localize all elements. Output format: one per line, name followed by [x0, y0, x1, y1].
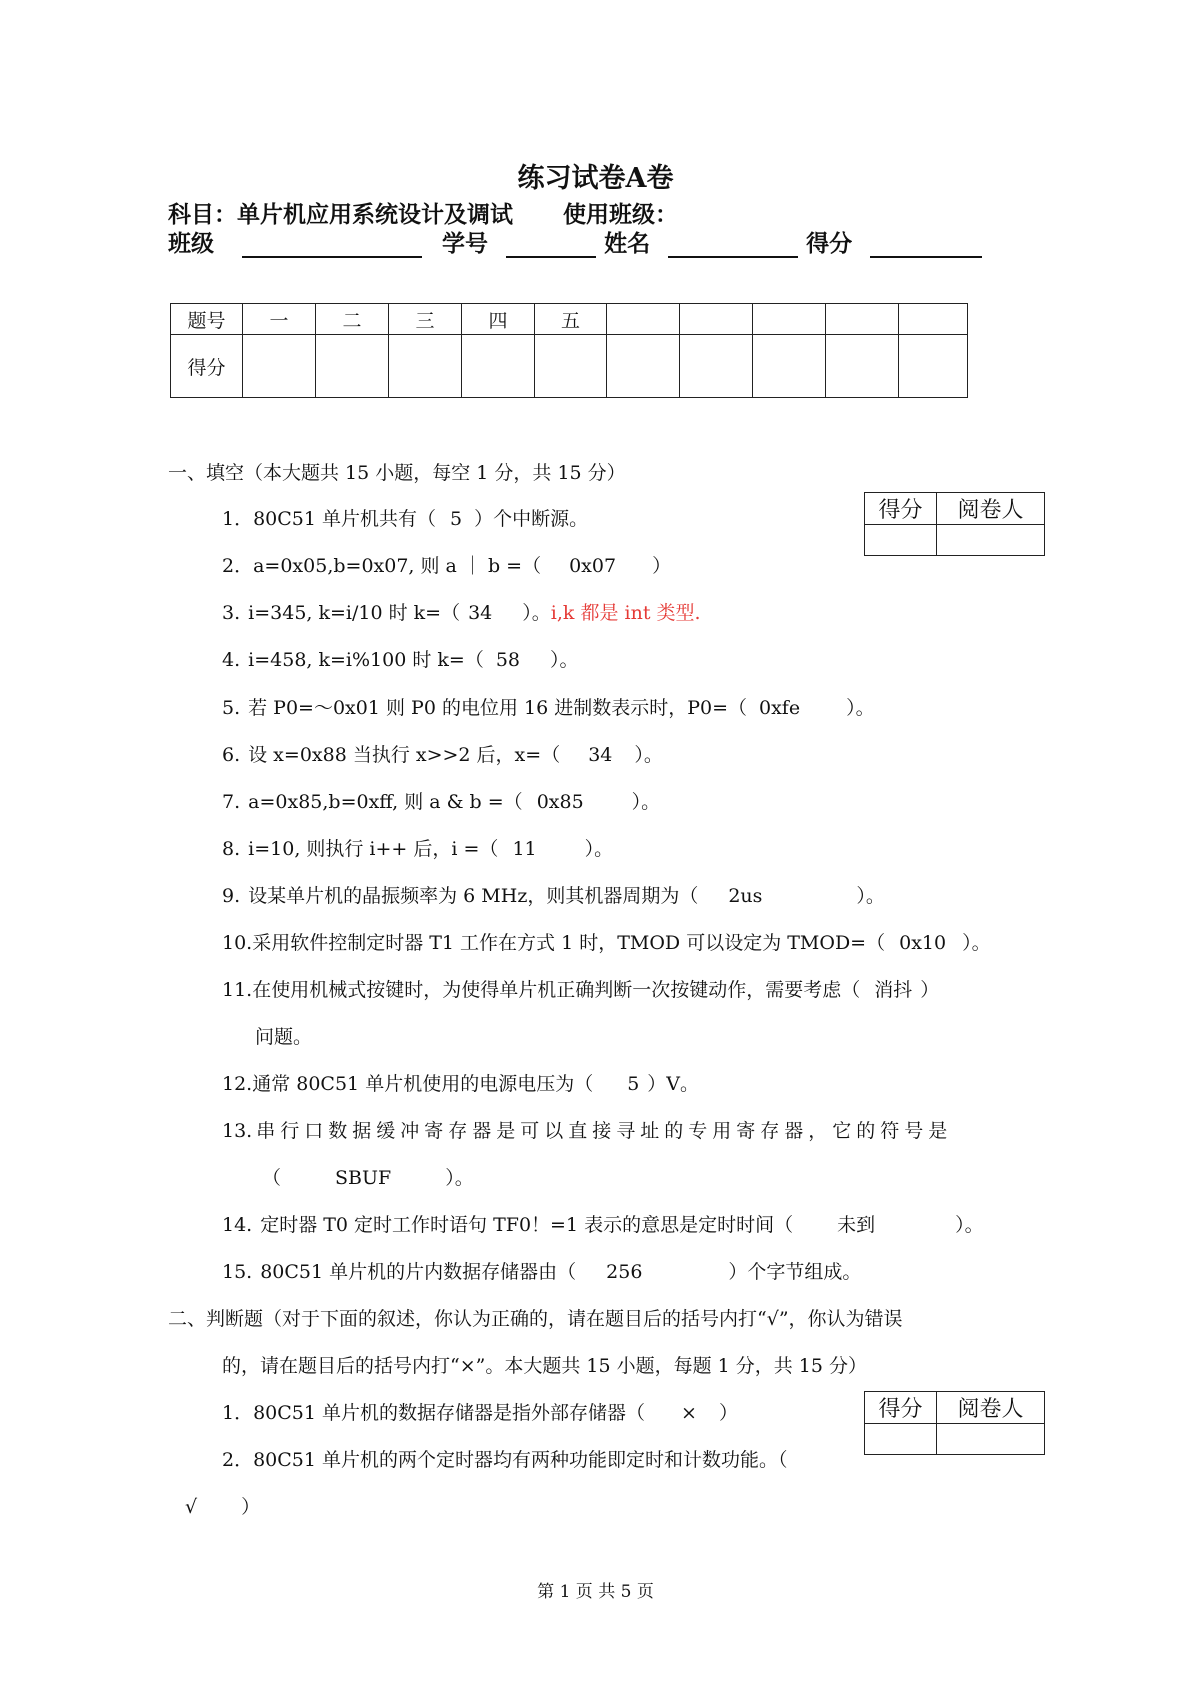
question-14	[222, 1210, 984, 1237]
score-table-col	[753, 304, 826, 335]
question-text: ）。	[445, 1167, 474, 1189]
question-4	[222, 645, 579, 672]
question-13	[222, 1116, 952, 1143]
grader-box-2	[864, 1391, 1045, 1455]
question-13-cont	[262, 1163, 474, 1190]
grader-score-label: 得分	[865, 493, 937, 525]
grader-score-cell[interactable]	[865, 525, 937, 556]
answer: 34	[468, 602, 493, 624]
grader-box-1	[864, 492, 1045, 556]
answer: 2us	[728, 885, 763, 907]
answer: 0x85	[536, 791, 584, 813]
score-cell[interactable]	[680, 335, 753, 398]
question-number: 6.	[222, 744, 241, 766]
question-text: 80C51 单片机的片内数据存储器由（	[260, 1261, 577, 1283]
answer: √	[185, 1496, 198, 1518]
question-8	[222, 834, 613, 861]
question-text: ）	[718, 1402, 738, 1424]
score-table-col: 二	[316, 304, 389, 335]
question-text: ）。	[634, 744, 663, 766]
question-number: 14.	[222, 1214, 253, 1236]
question-number: 5.	[222, 697, 241, 719]
score-table-col: 三	[389, 304, 462, 335]
judge-question-2	[222, 1445, 788, 1472]
question-3	[222, 598, 701, 625]
question-text: a=0x05,b=0x07, 则 a ｜ b =（	[253, 555, 542, 577]
score-label: 得分	[806, 230, 853, 257]
question-text: a=0x85,b=0xff, 则 a & b =（	[248, 791, 523, 813]
question-6	[222, 740, 663, 767]
question-note: i,k 都是 int 类型.	[550, 602, 701, 624]
question-number: 1．	[222, 508, 254, 530]
question-number: 2．	[222, 1449, 254, 1471]
question-text: i=458, k=i%100 时 k=（	[248, 649, 484, 671]
subject-label: 科目：单片机应用系统设计及调试	[168, 201, 513, 228]
section2-heading-line1: 二、判断题（对于下面的叙述，你认为正确的，请在题目后的括号内打“√”，你认为错误	[168, 1308, 903, 1330]
answer: 5	[627, 1073, 640, 1095]
question-text: 80C51 单片机的数据存储器是指外部存储器（	[253, 1402, 646, 1424]
score-cell[interactable]	[753, 335, 826, 398]
question-text: ）。	[631, 791, 661, 813]
score-table-header-row	[171, 304, 968, 335]
question-7	[222, 787, 660, 814]
question-text: ）。	[550, 649, 579, 671]
name-label: 姓名	[604, 230, 651, 257]
class-label: 班级	[168, 230, 214, 257]
answer: 11	[512, 838, 537, 860]
question-text: 设 x=0x88 当执行 x>>2 后，x=（	[248, 744, 561, 766]
student-id-label: 学号	[442, 230, 489, 257]
grader-score-cell[interactable]	[865, 1424, 937, 1455]
score-table-col: 五	[535, 304, 607, 335]
question-number: 15.	[222, 1261, 253, 1283]
grader-reviewer-label: 阅卷人	[937, 493, 1045, 525]
score-table	[170, 303, 968, 398]
question-number: 2．	[222, 555, 254, 577]
score-table-col	[607, 304, 680, 335]
question-number: 12.	[222, 1073, 253, 1095]
question-text: 采用软件控制定时器 T1 工作在方式 1 时，TMOD 可以设定为 TMOD=（	[252, 932, 886, 954]
question-text: 串行口数据缓冲寄存器是可以直接寻址的专用寄存器，它的符号是	[256, 1120, 953, 1142]
question-2	[222, 551, 671, 578]
question-number: 11.	[222, 979, 253, 1001]
score-cell[interactable]	[462, 335, 535, 398]
grader-score-label: 得分	[865, 1392, 937, 1424]
name-blank[interactable]	[668, 234, 798, 258]
student-id-blank[interactable]	[506, 234, 596, 258]
score-cell[interactable]	[243, 335, 316, 398]
answer: 5	[450, 508, 463, 530]
question-12	[222, 1069, 699, 1096]
section1-heading: 一、填空（本大题共 15 小题，每空 1 分，共 15 分）	[168, 462, 626, 484]
score-table-score-head: 得分	[171, 335, 243, 398]
score-table-col	[899, 304, 968, 335]
judge-question-1	[222, 1398, 738, 1425]
question-text: （	[262, 1167, 282, 1189]
question-1	[222, 504, 588, 531]
question-text: ）V。	[647, 1073, 700, 1095]
question-11	[222, 975, 939, 1002]
score-cell[interactable]	[389, 335, 462, 398]
grader-reviewer-cell[interactable]	[937, 1424, 1045, 1455]
answer: 58	[495, 649, 521, 671]
grader-reviewer-label: 阅卷人	[937, 1392, 1045, 1424]
score-table-score-row	[171, 335, 968, 398]
score-table-col: 一	[243, 304, 316, 335]
question-text: ）。	[962, 932, 991, 954]
page-title: 练习试卷A卷	[517, 163, 674, 194]
score-cell[interactable]	[826, 335, 899, 398]
question-text: ）。	[584, 838, 614, 860]
question-9	[222, 881, 885, 908]
question-text: ）。	[955, 1214, 984, 1236]
question-text: 80C51 单片机共有（	[253, 508, 437, 530]
question-text: i=345, k=i/10 时 k=（	[248, 602, 461, 624]
class-use-label: 使用班级：	[563, 201, 679, 228]
answer: 34	[588, 744, 613, 766]
answer: SBUF	[335, 1167, 392, 1189]
question-text: ）。	[856, 885, 885, 907]
score-table-col	[826, 304, 899, 335]
question-11-cont: 问题。	[255, 1026, 313, 1048]
score-table-col	[680, 304, 753, 335]
question-number: 10.	[222, 932, 253, 954]
question-text: i=10, 则执行 i++ 后，i =（	[248, 838, 499, 860]
answer: 0xfe	[759, 697, 801, 719]
answer: ×	[681, 1402, 697, 1424]
question-text: ）。	[522, 602, 551, 624]
section2-heading-line2: 的，请在题目后的括号内打“×”。本大题共 15 小题，每题 1 分，共 15 分）	[222, 1355, 868, 1377]
answer: 0x10	[899, 932, 947, 954]
score-cell[interactable]	[535, 335, 607, 398]
question-10	[222, 928, 991, 955]
student-info-line	[168, 225, 982, 258]
class-blank[interactable]	[242, 234, 422, 258]
question-text: 设某单片机的晶振频率为 6 MHz，则其机器周期为（	[248, 885, 699, 907]
question-number: 4.	[222, 649, 241, 671]
score-cell[interactable]	[899, 335, 968, 398]
answer: 256	[606, 1261, 643, 1283]
question-5	[222, 693, 875, 720]
question-text: ）个字节组成。	[728, 1261, 862, 1283]
question-text: ）	[652, 555, 672, 577]
question-text: 若 P0=～0x01 则 P0 的电位用 16 进制数表示时，P0=（	[248, 697, 747, 719]
question-number: 7.	[222, 791, 241, 813]
question-number: 8.	[222, 838, 241, 860]
question-number: 1．	[222, 1402, 254, 1424]
answer: 消抖	[874, 979, 913, 1001]
question-text: ）个中断源。	[474, 508, 589, 530]
grader-reviewer-cell[interactable]	[937, 525, 1045, 556]
question-text: ）	[920, 979, 940, 1001]
score-table-col: 四	[462, 304, 535, 335]
question-text: 80C51 单片机的两个定时器均有两种功能即定时和计数功能。（	[253, 1449, 788, 1471]
answer: 0x07	[569, 555, 617, 577]
question-number: 3.	[222, 602, 241, 624]
question-number: 9.	[222, 885, 241, 907]
score-blank[interactable]	[870, 234, 982, 258]
question-15	[222, 1257, 861, 1284]
question-text: 定时器 T0 定时工作时语句 TF0！=1 表示的意思是定时时间（	[260, 1214, 794, 1236]
score-table-row-head: 题号	[171, 304, 243, 335]
judge-question-2-cont	[185, 1492, 260, 1519]
score-cell[interactable]	[607, 335, 680, 398]
question-text: ）	[241, 1496, 261, 1518]
question-number: 13.	[222, 1120, 253, 1142]
answer: 未到	[837, 1214, 876, 1236]
question-text: 在使用机械式按键时，为使得单片机正确判断一次按键动作，需要考虑（	[252, 979, 861, 1001]
question-text: ）。	[846, 697, 875, 719]
page-footer: 第 1 页 共 5 页	[537, 1582, 654, 1602]
score-cell[interactable]	[316, 335, 389, 398]
question-text: 通常 80C51 单片机使用的电源电压为（	[252, 1073, 594, 1095]
